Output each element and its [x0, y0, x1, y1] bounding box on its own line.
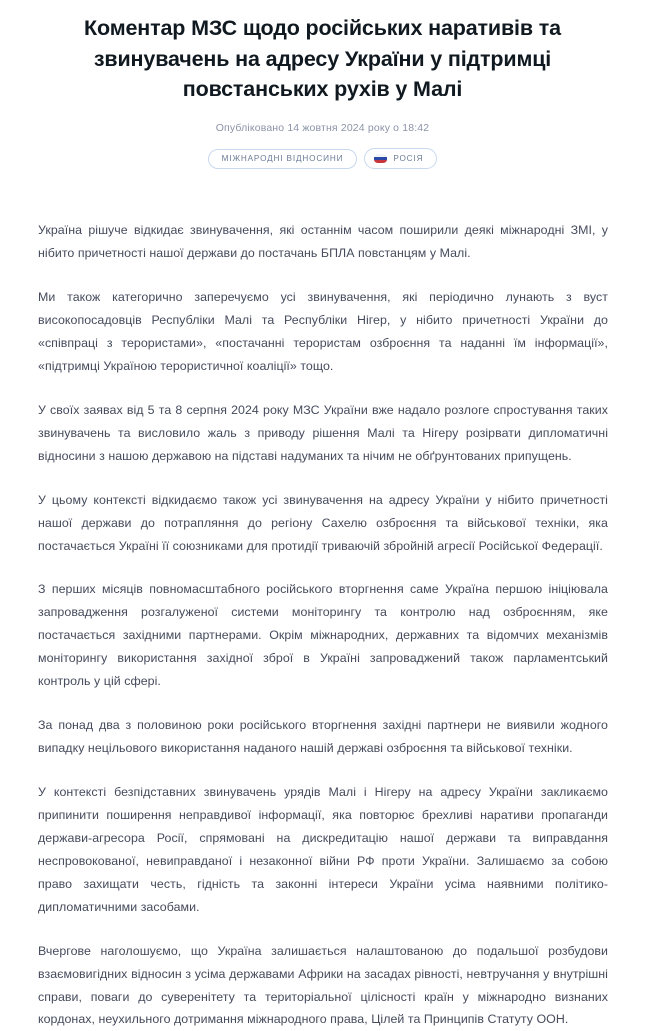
page-title: Коментар МЗС щодо російських наративів та звинувачень на адресу України у підтримці повстанських рухів у Малі	[84, 16, 561, 102]
article-paragraph: З перших місяців повномасштабного російського вторгнення саме Україна першою ініціювала запровадження розгалуженої системи моніторингу та контролю над озброєнням, яке постачається західними партнерами. Окрім міжнародних, державних та відомчих механізмів моніторингу використання західної зброї в Україні запроваджений також парламентський контроль у цій сфері.	[38, 582, 608, 689]
tag-international-relations[interactable]	[208, 149, 358, 169]
article-body	[0, 219, 645, 1031]
tag-list	[36, 148, 609, 169]
article-paragraph: Вчергове наголошуємо, що Україна залишається налаштованою до подальшої розбудови взаємовигідних відносин з усіма державами Африки на засадах рівності, невтручання у внутрішні справи, поваги до суверенітету та територіальної цілісності країн у міжнародно визнаних кордонах, неухильного дотримання міжнародного права, Цілей та Принципів Статуту ООН.	[38, 943, 608, 1027]
tag-label: МІЖНАРОДНІ ВІДНОСИНИ	[221, 153, 344, 163]
publish-date: Опубліковано 14 жовтня 2024 року о 18:42	[215, 121, 430, 134]
tag-russia[interactable]	[364, 148, 437, 169]
article-paragraph: У контексті безпідставних звинувачень урядів Малі і Нігеру на адресу України закликаємо припинити поширення неправдивої інформації, яка повторює брехливі наративи пропаганди держави-агресора Росії, спрямовані на дискредитацію нашої держави та виправдання неспровокованої, невиправданої і незаконної війни РФ проти України. Залишаємо за собою право захищати честь, гідність та законні інтереси України усіма наявними політико-дипломатичними засобами.	[38, 785, 608, 914]
article-paragraph: За понад два з половиною роки російського вторгнення західні партнери не виявили жодного випадку нецільового використання наданого нашій державі озброєння та військової техніки.	[38, 718, 608, 756]
article-header	[0, 0, 645, 169]
article-paragraph: У своїх заявах від 5 та 8 серпня 2024 року МЗС України вже надало розлоге спростування таких звинувачень та висловило жаль з приводу рішення Малі та Нігеру розірвати дипломатичні відносини з нашою державою на підставі надуманих та нічим не обґрунтованих припущень.	[38, 402, 608, 463]
article-paragraph: Ми також категорично заперечуємо усі звинувачення, які періодично лунають з вуст високопосадовців Республіки Малі та Республіки Нігер, у нібито причетності України до «співпраці з терористами», «постачанні терористам озброєння та наданні їм інформації», «підтримці Україною терористичної коаліції» тощо.	[38, 290, 608, 373]
russia-flag-icon	[374, 154, 387, 163]
tag-label: РОСІЯ	[393, 153, 424, 163]
article-paragraph: Україна рішуче відкидає звинувачення, які останнім часом поширили деякі міжнародні ЗМІ, у нібито причетності нашої держави до постачань БПЛА повстанцям у Малі.	[38, 223, 608, 261]
article-paragraph: У цьому контексті відкидаємо також усі звинувачення на адресу України у нібито причетності нашої держави до потрапляння до регіону Сахелю озброєння та військової техніки, яка постачається Україні її союзниками для протидії триваючій збройній агресії Російської Федерації.	[38, 492, 608, 553]
